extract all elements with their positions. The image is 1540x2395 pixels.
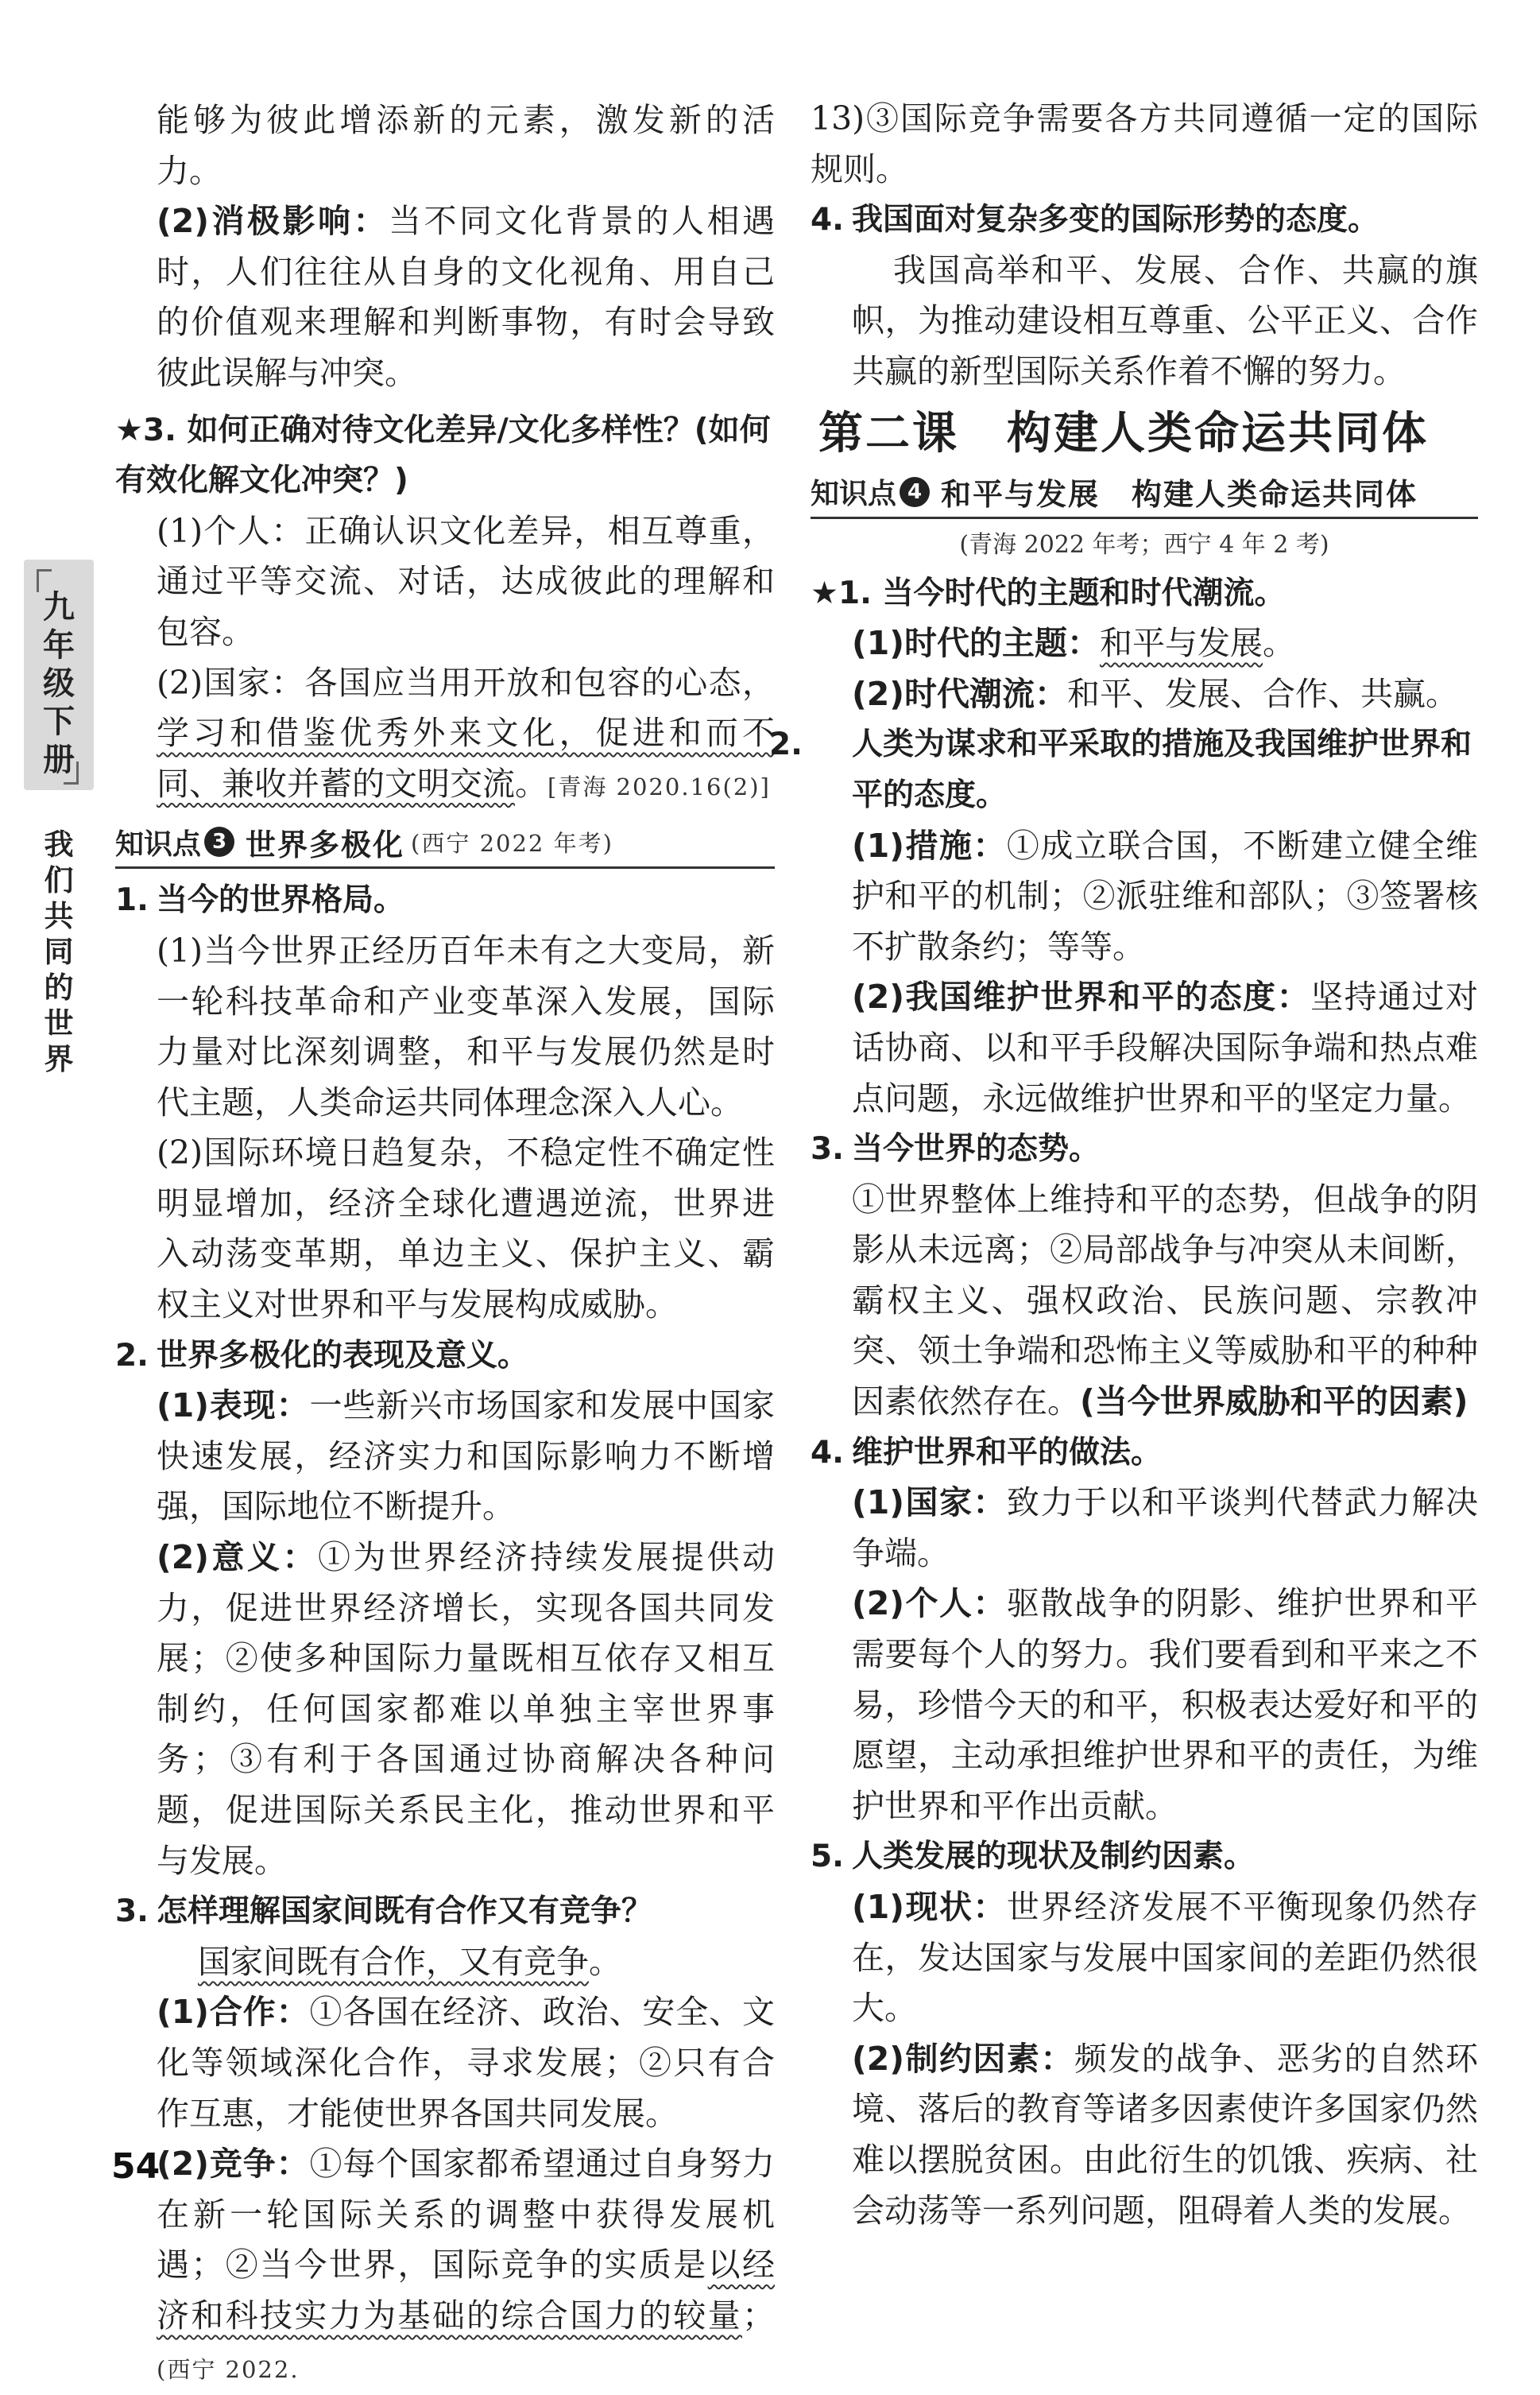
- text: 频发的战争、恶劣的自然环境、落后的教育等诸多因素使许多国家仍然难以摆脱贫困。由此衍生的饥饿、疾病、社会动荡等一系列问题，阻碍着人类的发展。: [852, 2039, 1478, 2230]
- lesson-name: 构建人类命运共同体: [1007, 407, 1429, 459]
- paragraph: [811, 1478, 1478, 1579]
- label: (2)消极影响：: [157, 202, 389, 241]
- question-number: 1.: [115, 882, 149, 919]
- question-heading: [115, 405, 775, 506]
- text: 。: [1263, 624, 1296, 663]
- paragraph: [115, 926, 775, 1128]
- kp-number: 4: [900, 477, 930, 507]
- label: (2)时代潮流：: [852, 674, 1068, 713]
- question-title: 怎样理解国家间既有合作又有竞争？: [157, 1893, 653, 1930]
- paragraph: [811, 972, 1478, 1124]
- kp-source: (青海 2022 年考；西宁 4 年 2 考): [959, 530, 1329, 559]
- paragraph: [115, 506, 775, 658]
- question-heading: [769, 719, 1478, 820]
- source-note: [青海 2020.16(2)]: [548, 773, 771, 800]
- question-title: 人类为谋求和平采取的措施及我国维护世界和平的态度。: [852, 727, 1472, 813]
- text: 能够为彼此增添新的元素，激发新的活力。: [157, 101, 775, 190]
- paragraph: [115, 1128, 775, 1330]
- paragraph: [811, 246, 1478, 397]
- source-note: (西宁 2022.: [157, 2355, 300, 2383]
- paragraph: [115, 1381, 775, 1533]
- kp-title: 世界多极化: [246, 827, 405, 862]
- text: ；: [742, 2296, 775, 2335]
- paragraph: [115, 658, 775, 813]
- question-heading: [115, 875, 775, 926]
- paragraph: [811, 821, 1478, 973]
- question-heading: [811, 568, 1478, 619]
- question-number: 2.: [769, 727, 803, 763]
- question-heading: [115, 1886, 775, 1937]
- lesson-title: [818, 401, 1478, 467]
- kp-number: 3: [204, 827, 234, 857]
- page-number: 54: [111, 2146, 161, 2187]
- question-heading: [811, 1124, 1478, 1175]
- star-icon: ★: [811, 575, 838, 611]
- text: (2)国家：各国应当用开放和包容的心态，: [157, 663, 775, 702]
- right-column: [769, 94, 1478, 2236]
- text: 。: [589, 1942, 621, 1981]
- question-number: 4.: [811, 1434, 844, 1471]
- lesson-number: 第二课: [818, 407, 959, 459]
- key-point: 学习和借鉴优秀外来文化，促进和而不同、兼收并蓄的文明交流: [157, 714, 775, 803]
- label: (1)措施：: [852, 826, 1007, 865]
- question-title: 我国面对复杂多变的国际形势的态度。: [852, 202, 1379, 238]
- question-heading: [115, 1331, 775, 1382]
- kp-label: 知识点: [115, 827, 202, 861]
- text: (1)当今世界正经历百年未有之大变局，新一轮科技革命和产业变革深入发展，国际力量对比深刻调整，和平与发展仍然是时代主题，人类命运共同体理念深入人心。: [157, 931, 775, 1122]
- question-title: 维护世界和平的做法。: [852, 1434, 1163, 1471]
- star-icon: ★: [115, 412, 143, 448]
- paragraph: [811, 1175, 1478, 1428]
- paragraph: [811, 2034, 1478, 2236]
- paragraph: [115, 196, 775, 398]
- question-number: 4.: [811, 202, 844, 238]
- label: (2)个人：: [852, 1584, 1007, 1623]
- question-number: 2.: [115, 1337, 149, 1374]
- text: 当不同文化背景的人相遇时，人们往往从自身的文化视角、用自己的价值观来理解和判断事物，有时会导致彼此误解与冲突。: [157, 202, 775, 392]
- kp-label: 知识点: [811, 478, 897, 511]
- paragraph: [115, 2139, 775, 2395]
- text: ①为世界经济持续发展提供动力，促进世界经济增长，实现各国共同发展；②使多种国际力量既相互依存又相互制约，任何国家都难以单独主宰世界事务；③有利于各国通过协商解决各种问题，促进国际关系民主化，推动世界和平与发展。: [157, 1538, 776, 1880]
- text: 致力于以和平谈判代替武力解决争端。: [852, 1483, 1478, 1572]
- paragraph: [115, 95, 775, 196]
- label: (1)国家：: [852, 1483, 1007, 1522]
- kp-title: 和平与发展 构建人类命运共同体: [941, 477, 1418, 513]
- text: 。: [515, 764, 548, 803]
- label: (1)合作：: [157, 1993, 310, 2032]
- label: (1)时代的主题：: [852, 624, 1101, 663]
- paragraph: [811, 1579, 1478, 1831]
- paragraph: [811, 94, 1478, 195]
- paragraph: [811, 618, 1478, 669]
- question-title: 当今时代的主题和时代潮流。: [882, 575, 1286, 611]
- kp-source: (西宁 2022 年考): [411, 829, 613, 857]
- question-number: 3.: [142, 412, 176, 448]
- knowledge-point-header: [115, 817, 775, 869]
- label: (2)竞争：: [157, 2145, 310, 2184]
- question-number: 3.: [811, 1131, 844, 1168]
- label: (1)现状：: [852, 1888, 1007, 1926]
- question-number: 1.: [838, 575, 872, 611]
- question-title: 如何正确对待文化差异/文化多样性？(如何有效化解文化冲突？): [115, 412, 771, 499]
- question-heading: [811, 195, 1478, 246]
- text: 世界经济发展不平衡现象仍然存在，发达国家与发展中国家间的差距仍然很大。: [852, 1888, 1478, 2028]
- question-number: 3.: [115, 1893, 149, 1930]
- key-point: 和平与发展: [1100, 624, 1263, 663]
- key-point: 国家间既有合作，又有竞争: [198, 1942, 589, 1981]
- left-column: [115, 95, 775, 2395]
- label: (1)表现：: [157, 1386, 310, 1425]
- key-point: 以经济和科技实力为基础的综合国力的较量: [157, 2246, 776, 2335]
- text: (1)个人：正确认识文化差异，相互尊重，通过平等交流、对话，达成彼此的理解和包容。: [157, 511, 775, 651]
- paragraph: [115, 1987, 775, 2139]
- question-heading: [811, 1831, 1478, 1882]
- question-title: 当今的世界格局。: [157, 882, 405, 919]
- text: 一些新兴市场国家和发展中国家快速发展，经济实力和国际影响力不断增强，国际地位不断提升。: [157, 1386, 775, 1526]
- label: (2)我国维护世界和平的态度：: [852, 978, 1311, 1017]
- question-number: 5.: [811, 1839, 844, 1875]
- paragraph: [811, 669, 1478, 720]
- text: ①各国在经济、政治、安全、文化等领域深化合作，寻求发展；②只有合作互惠，才能使世界各国共同发展。: [157, 1993, 775, 2133]
- paragraph: [115, 1937, 775, 1988]
- text: ①成立联合国，不断建立健全维护和平的机制；②派驻维和部队；③签署核不扩散条约；等等。: [852, 826, 1478, 966]
- question-title: 当今世界的态势。: [852, 1131, 1101, 1168]
- side-unit-title: 我们共同的世界: [44, 827, 74, 1076]
- side-tab-grade: 九年级下册: [43, 589, 75, 778]
- label: (2)制约因素：: [852, 2039, 1074, 2078]
- text: ①世界整体上维持和平的态势，但战争的阴影从未远离；②局部战争与冲突从未间断，霸权主义、强权政治、民族问题、宗教冲突、领土争端和恐怖主义等威胁和平的种种因素依然存在。: [852, 1180, 1478, 1421]
- paragraph: [115, 1533, 775, 1886]
- question-heading: [811, 1428, 1478, 1478]
- text: ①每个国家都希望通过自身努力在新一轮国际关系的调整中获得发展机遇；②当今世界，国际竞争的实质是: [157, 2145, 775, 2285]
- text: 坚持通过对话协商、以和平手段解决国际争端和热点难点问题，永远做维护世界和平的坚定力量。: [852, 978, 1478, 1118]
- paragraph: [811, 1882, 1478, 2034]
- question-title: 世界多极化的表现及意义。: [157, 1337, 529, 1374]
- note: (当今世界威胁和平的因素): [1080, 1382, 1468, 1421]
- text: (2)国际环境日趋复杂，不稳定性不确定性明显增加，经济全球化遭遇逆流，世界进入动荡变革期，单边主义、保护主义、霸权主义对世界和平与发展构成威胁。: [157, 1134, 775, 1324]
- knowledge-point-header: [811, 467, 1478, 519]
- text: 驱散战争的阴影、维护世界和平需要每个人的努力。我们要看到和平来之不易，珍惜今天的和平，积极表达爱好和平的愿望，主动承担维护世界和平的责任，为维护世界和平作出贡献。: [852, 1584, 1478, 1825]
- text: 13)③国际竞争需要各方共同遵循一定的国际规则。: [811, 99, 1478, 188]
- label: (2)意义：: [157, 1538, 319, 1577]
- text: 我国高举和平、发展、合作、共赢的旗帜，为推动建设相互尊重、公平正义、合作共赢的新型国际关系作着不懈的努力。: [852, 250, 1478, 390]
- question-title: 人类发展的现状及制约因素。: [852, 1839, 1256, 1875]
- text: 和平、发展、合作、共赢。: [1067, 674, 1459, 713]
